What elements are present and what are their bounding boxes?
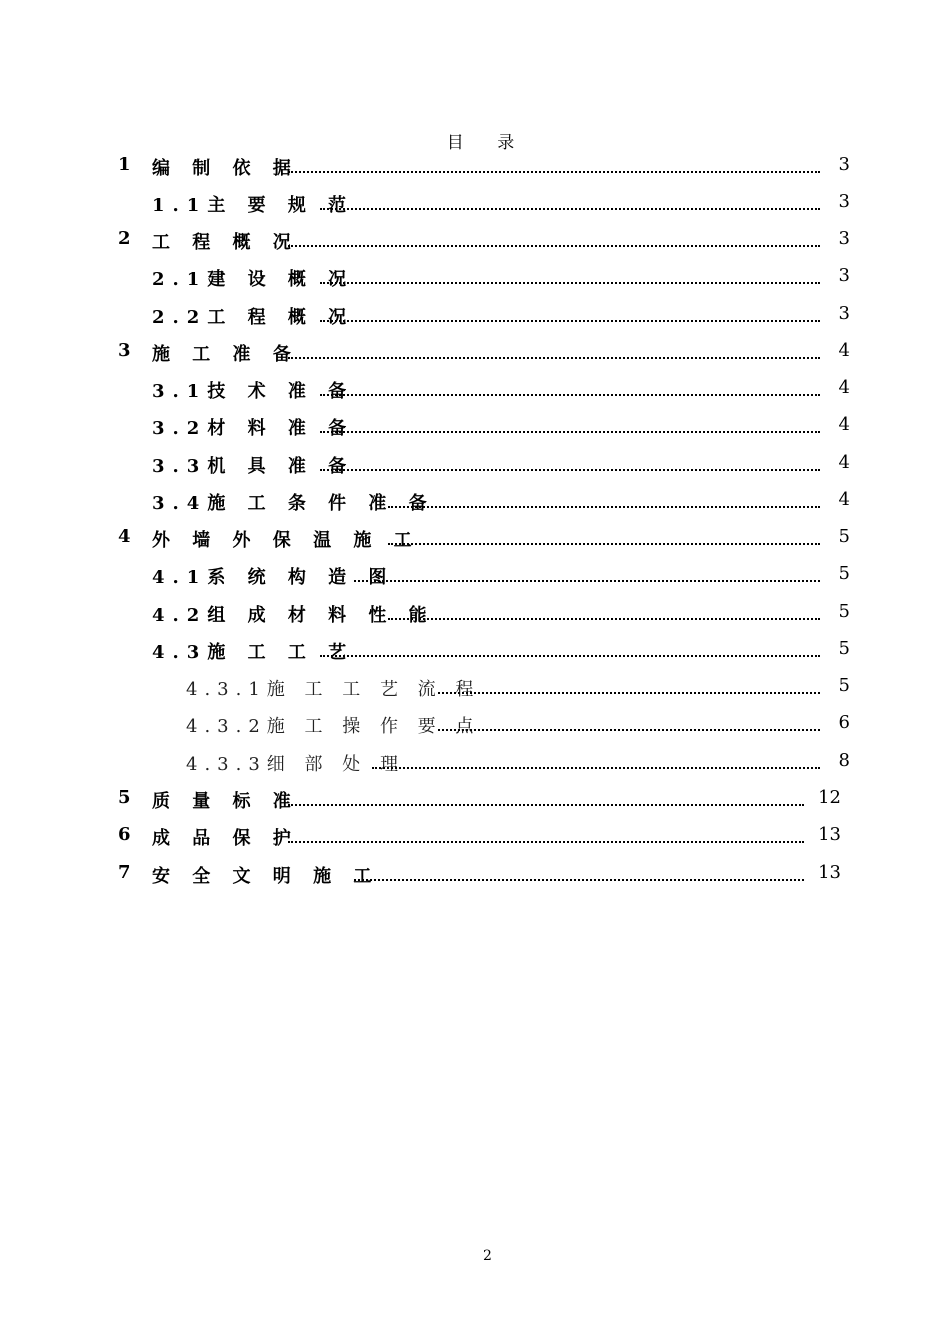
toc-entry-number: 5 [118, 787, 131, 808]
toc-entry[interactable] [0, 712, 950, 749]
toc-leader-dots [320, 320, 820, 322]
toc-entry[interactable] [0, 489, 950, 526]
toc-entry[interactable] [0, 414, 950, 451]
toc-entry-page: 3 [838, 265, 850, 286]
toc-entry-page: 6 [838, 712, 850, 733]
toc-entry[interactable] [0, 340, 950, 377]
toc-entry[interactable] [0, 563, 950, 600]
toc-entry-label: 4.1系 统 构 造 图 [152, 567, 395, 588]
toc-entry-number: 1 [118, 154, 131, 175]
toc-entry[interactable] [0, 154, 950, 191]
toc-entry-label: 4.3.3细 部 处 理 [186, 754, 405, 775]
toc-entry-label: 2.1建 设 概 况 [152, 269, 355, 290]
toc-entry-label: 3.3机 具 准 备 [152, 456, 355, 477]
toc-entry-label: 3.1技 术 准 备 [152, 381, 355, 402]
toc-entry-number: 7 [118, 862, 131, 883]
toc-entry-number: 6 [118, 824, 131, 845]
toc-entry-page: 3 [838, 191, 850, 212]
toc-entry-page: 5 [838, 638, 850, 659]
toc-leader-dots [288, 171, 820, 173]
toc-entry-page: 5 [838, 563, 850, 584]
toc-leader-dots [288, 245, 820, 247]
toc-entry[interactable] [0, 787, 950, 824]
toc-entry[interactable] [0, 265, 950, 302]
toc-entry-label: 成 品 保 护 [152, 828, 299, 849]
toc-entry[interactable] [0, 526, 950, 563]
toc-entry-page: 5 [838, 675, 850, 696]
toc-entry[interactable] [0, 303, 950, 340]
toc-leader-dots [438, 729, 820, 731]
toc-leader-dots [288, 357, 820, 359]
toc-leader-dots [438, 692, 820, 694]
toc-leader-dots [372, 767, 820, 769]
toc-entry-label: 4.3.1施 工 工 艺 流 程 [186, 679, 481, 700]
toc-entry-label: 4.2组 成 材 料 性 能 [152, 605, 435, 626]
toc-entry-page: 4 [838, 452, 850, 473]
toc-entry[interactable] [0, 638, 950, 675]
toc-entry[interactable] [0, 601, 950, 638]
toc-entry-label: 工 程 概 况 [152, 232, 299, 253]
toc-leader-dots [320, 208, 820, 210]
toc-entry-label: 编 制 依 据 [152, 158, 299, 179]
toc-entry-number: 4 [118, 526, 131, 547]
toc-entry-page: 8 [838, 750, 850, 771]
toc-entry-page: 5 [838, 601, 850, 622]
toc-leader-dots [288, 841, 804, 843]
toc-entry-label: 4.3.2施 工 操 作 要 点 [186, 716, 481, 737]
toc-leader-dots [320, 282, 820, 284]
toc-entry-label: 3.2材 料 准 备 [152, 418, 355, 439]
toc-entry-label: 安 全 文 明 施 工 [152, 866, 380, 887]
toc-entry[interactable] [0, 750, 950, 787]
toc-title: 目 录 [446, 133, 529, 153]
toc-leader-dots [354, 879, 804, 881]
toc-entry[interactable] [0, 228, 950, 265]
toc-entry[interactable] [0, 862, 950, 899]
toc-leader-dots [388, 543, 820, 545]
toc-leader-dots [288, 804, 804, 806]
toc-entry-label: 外 墙 外 保 温 施 工 [152, 530, 420, 551]
toc-entry-label: 质 量 标 准 [152, 791, 299, 812]
toc-entry-label: 1.1主 要 规 范 [152, 195, 355, 216]
toc-entry-page: 5 [838, 526, 850, 547]
toc-entry-label: 施 工 准 备 [152, 344, 299, 365]
toc-entry-number: 3 [118, 340, 131, 361]
toc-entry[interactable] [0, 452, 950, 489]
toc-entry-label: 3.4施 工 条 件 准 备 [152, 493, 435, 514]
toc-entry[interactable] [0, 377, 950, 414]
toc-entry-page: 4 [838, 340, 850, 361]
toc-entry[interactable] [0, 824, 950, 861]
toc-leader-dots [320, 655, 820, 657]
toc-entry-number: 2 [118, 228, 131, 249]
toc-leader-dots [354, 580, 820, 582]
toc-entry-page: 3 [838, 303, 850, 324]
page-number: 2 [483, 1248, 492, 1264]
toc-entry-page: 13 [818, 824, 841, 845]
toc-leader-dots [320, 394, 820, 396]
toc-entry[interactable] [0, 191, 950, 228]
toc-leader-dots [320, 469, 820, 471]
toc-leader-dots [388, 618, 820, 620]
toc-leader-dots [388, 506, 820, 508]
toc-entry-page: 4 [838, 489, 850, 510]
toc-entry-page: 4 [838, 377, 850, 398]
toc-leader-dots [320, 431, 820, 433]
toc-entry[interactable] [0, 675, 950, 712]
toc-entry-page: 4 [838, 414, 850, 435]
toc-entry-label: 4.3施 工 工 艺 [152, 642, 355, 663]
toc-entry-page: 3 [838, 228, 850, 249]
toc-entry-label: 2.2工 程 概 况 [152, 307, 355, 328]
toc-entry-page: 13 [818, 862, 841, 883]
toc-entry-page: 3 [838, 154, 850, 175]
toc-entry-page: 12 [818, 787, 841, 808]
